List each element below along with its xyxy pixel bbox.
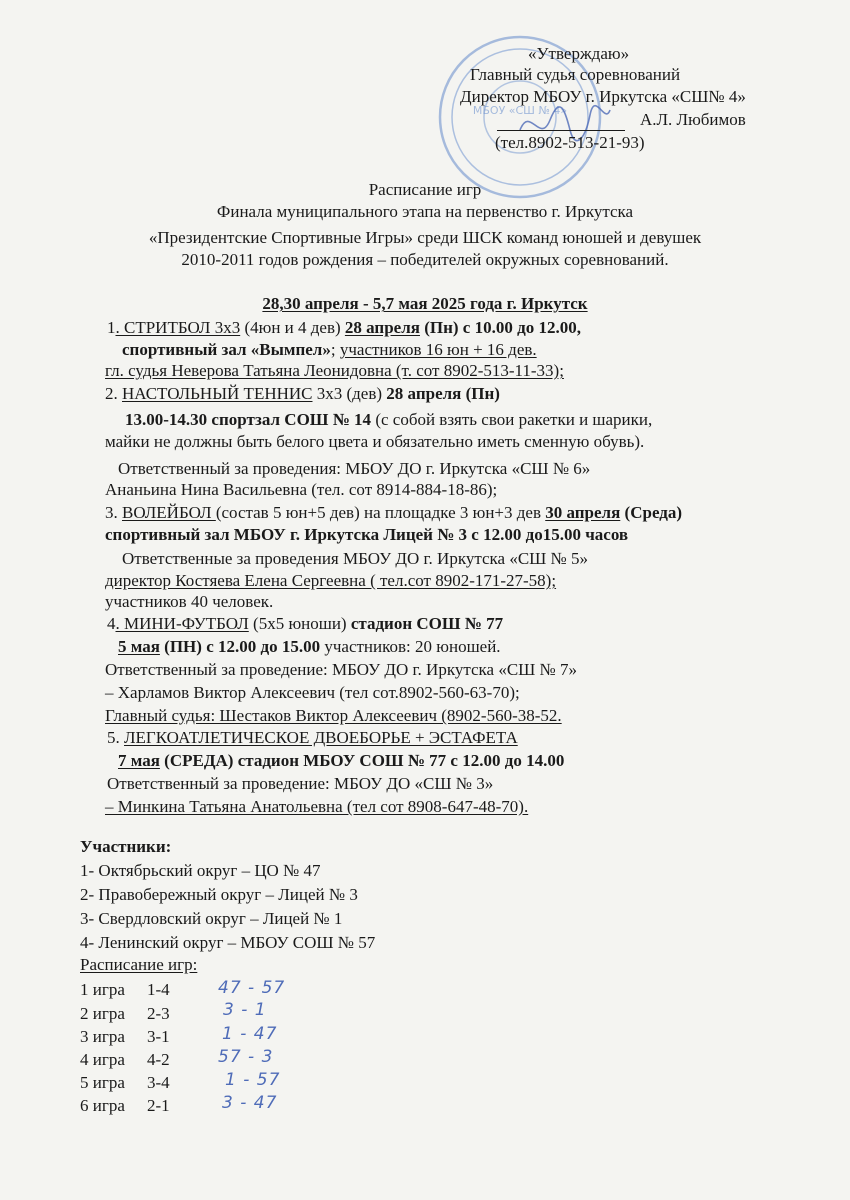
event-1-name: . СТРИТБОЛ 3х3 bbox=[115, 318, 241, 337]
participants-heading: Участники: bbox=[80, 837, 172, 856]
event-2-person: Ананьина Нина Васильевна (тел. сот 8914-884-18-86); bbox=[105, 480, 498, 499]
approver-position: Директор МБОУ г. Иркутска «СШ№ 4» bbox=[460, 87, 746, 106]
approver-title: Главный судья соревнований bbox=[470, 65, 681, 84]
event-2-note: (с собой взять свои ракетки и шарики, bbox=[371, 410, 653, 429]
event-3-name: ВОЛЕЙБОЛ bbox=[122, 503, 216, 522]
event-3-number: 3. bbox=[105, 503, 122, 522]
schedule-result: 47 - 57 bbox=[218, 978, 286, 998]
event-2-line-2 bbox=[125, 410, 652, 430]
schedule-result: 3 - 47 bbox=[222, 1093, 278, 1113]
event-4-responsible: Ответственный за проведение: МБОУ ДО г. Иркутска «СШ № 7» bbox=[105, 660, 578, 679]
event-5-name: ЛЕГКОАТЛЕТИЧЕСКОЕ ДВОЕБОРЬЕ + ЭСТАФЕТА bbox=[124, 728, 518, 747]
event-3-day: (Среда) bbox=[620, 503, 683, 522]
schedule-result: 57 - 3 bbox=[218, 1047, 274, 1067]
event-1-number: 1 bbox=[107, 318, 116, 337]
schedule-pair: 2-1 bbox=[147, 1096, 170, 1115]
event-3-venue: спортивный зал МБОУ г. Иркутска Лицей № 3 с 12.00 до15.00 часов bbox=[105, 525, 629, 544]
event-5-line-1 bbox=[107, 728, 518, 748]
event-dates: 28,30 апреля - 5,7 мая 2025 года г. Иркутск bbox=[262, 294, 588, 313]
event-4-judge: Главный судья: Шестаков Виктор Алексеевич (8902-560-38-52. bbox=[105, 706, 562, 725]
event-2-number: 2. bbox=[105, 384, 122, 403]
schedule-game: 6 игра bbox=[80, 1096, 125, 1115]
event-4-time: с 12.00 до 15.00 bbox=[201, 637, 321, 656]
schedule-pair: 1-4 bbox=[147, 980, 170, 999]
event-1-date: 28 апреля bbox=[344, 318, 420, 337]
schedule-game: 2 игра bbox=[80, 1004, 125, 1023]
signature-line bbox=[497, 130, 625, 131]
participant-item: 2- Правобережный округ – Лицей № 3 bbox=[80, 885, 358, 904]
event-4-date: 5 мая bbox=[118, 637, 160, 656]
event-4-venue: стадион СОШ № 77 bbox=[350, 614, 504, 633]
event-3-responsible: Ответственные за проведения МБОУ ДО г. Иркутска «СШ № 5» bbox=[122, 549, 589, 568]
event-2-date: 28 апреля (Пн) bbox=[386, 384, 500, 403]
event-3-date: 30 апреля bbox=[545, 503, 621, 522]
title-line-2: Финала муниципального этапа на первенство г. Иркутска bbox=[216, 202, 634, 221]
schedule-pair: 2-3 bbox=[147, 1004, 170, 1023]
schedule-game: 1 игра bbox=[80, 980, 125, 999]
event-4-day: (ПН) bbox=[159, 637, 202, 656]
event-5-date: 7 мая bbox=[118, 751, 160, 770]
schedule-result: 1 - 47 bbox=[222, 1024, 278, 1044]
schedule-pair: 3-4 bbox=[147, 1073, 170, 1092]
schedule-result: 1 - 57 bbox=[225, 1070, 281, 1090]
event-4-details: (5х5 юноши) bbox=[248, 614, 351, 633]
approver-name: А.Л. Любимов bbox=[640, 110, 746, 129]
event-2-name: НАСТОЛЬНЫЙ ТЕННИС bbox=[122, 384, 313, 403]
schedule-pair: 4-2 bbox=[147, 1050, 170, 1069]
event-4-line-2 bbox=[118, 637, 501, 657]
event-3-line-1 bbox=[105, 503, 682, 523]
participant-item: 3- Свердловский округ – Лицей № 1 bbox=[80, 909, 343, 928]
event-4-name: . МИНИ-ФУТБОЛ bbox=[115, 614, 249, 633]
event-1-participants: участников 16 юн + 16 дев. bbox=[339, 340, 537, 359]
event-1-line-1 bbox=[107, 318, 581, 338]
event-5-details: (СРЕДА) стадион МБОУ СОШ № 77 с 12.00 до 14.00 bbox=[159, 751, 565, 770]
event-3-person: директор Костяева Елена Сергеевна ( тел.сот 8902-171-27-58); bbox=[105, 571, 557, 590]
event-4-participants: участников: 20 юношей. bbox=[320, 637, 501, 656]
event-5-responsible: Ответственный за проведение: МБОУ ДО «СШ № 3» bbox=[107, 774, 494, 793]
schedule-game: 5 игра bbox=[80, 1073, 125, 1092]
title-line-3: «Президентские Спортивные Игры» среди ШСК команд юношей и девушек bbox=[148, 228, 702, 247]
event-2-details: 3х3 (дев) bbox=[312, 384, 387, 403]
schedule-game: 3 игра bbox=[80, 1027, 125, 1046]
event-5-line-2 bbox=[118, 751, 564, 771]
event-2-responsible: Ответственный за проведения: МБОУ ДО г. Иркутска «СШ № 6» bbox=[118, 459, 591, 478]
event-1-venue: спортивный зал «Вымпел» bbox=[122, 340, 331, 359]
event-1-line-2: спортивный зал «Вымпел»; участников 16 юн + 16 дев. bbox=[122, 340, 537, 359]
event-3-participants: участников 40 человек. bbox=[105, 592, 274, 611]
event-4-number: 4 bbox=[107, 614, 116, 633]
schedule-game: 4 игра bbox=[80, 1050, 125, 1069]
event-2-note-2: майки не должны быть белого цвета и обязательно иметь сменную обувь). bbox=[105, 432, 645, 451]
event-2-time-place: 13.00-14.30 спортзал СОШ № 14 bbox=[125, 410, 372, 429]
event-1-judge: гл. судья Неверова Татьяна Леонидовна (т. сот 8902-513-11-33); bbox=[105, 361, 564, 380]
approval-label: «Утверждаю» bbox=[528, 44, 630, 63]
event-5-number: 5. bbox=[107, 728, 124, 747]
stamp-text: МБОУ «СШ № 4» bbox=[472, 104, 568, 117]
event-4-line-1 bbox=[107, 614, 503, 634]
event-4-person: – Харламов Виктор Алексеевич (тел сот.8902-560-63-70); bbox=[105, 683, 520, 702]
title-line-4: 2010-2011 годов рождения – победителей окружных соревнований. bbox=[181, 250, 669, 269]
event-2-line-1 bbox=[105, 384, 500, 404]
event-5-person: – Минкина Татьяна Анатольевна (тел сот 8908-647-48-70). bbox=[105, 797, 529, 816]
participant-item: 1- Октябрьский округ – ЦО № 47 bbox=[80, 861, 321, 880]
event-1-details: (4юн и 4 дев) bbox=[240, 318, 345, 337]
document-title: Расписание игр bbox=[368, 180, 482, 199]
schedule-result: 3 - 1 bbox=[223, 1000, 267, 1020]
approver-phone: (тел.8902-513-21-93) bbox=[495, 133, 645, 152]
event-1-time: (Пн) с 10.00 до 12.00, bbox=[419, 318, 581, 337]
schedule-pair: 3-1 bbox=[147, 1027, 170, 1046]
event-3-details: (состав 5 юн+5 дев) на площадке 3 юн+3 дев bbox=[215, 503, 546, 522]
schedule-heading: Расписание игр: bbox=[80, 955, 198, 974]
participant-item: 4- Ленинский округ – МБОУ СОШ № 57 bbox=[80, 933, 376, 952]
